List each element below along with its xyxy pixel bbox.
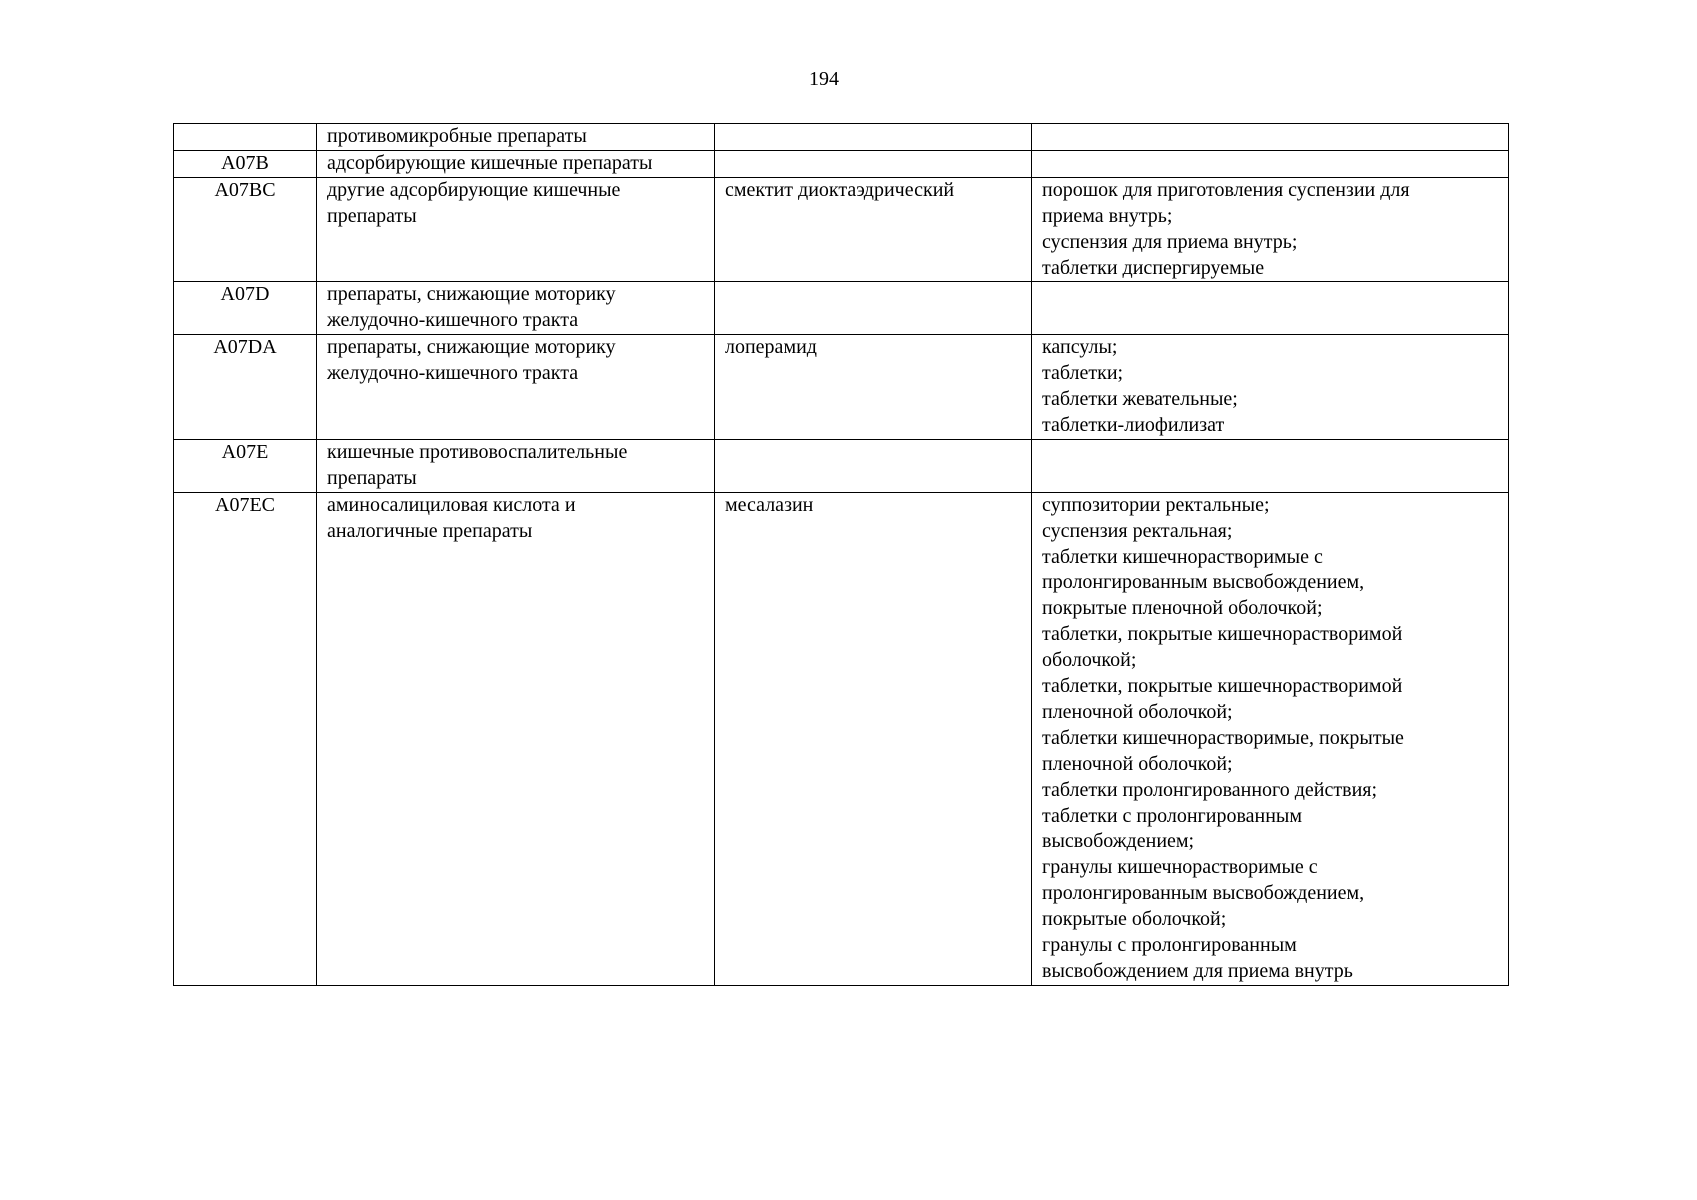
page-number: 194	[809, 68, 839, 90]
dosage-forms-line: капсулы;	[1042, 336, 1118, 359]
dosage-forms-line: порошок для приготовления суспензии для	[1042, 178, 1410, 201]
dosage-forms-line: пленочной оболочкой;	[1042, 700, 1233, 723]
dosage-forms-line: таблетки, покрытые кишечнорастворимой	[1042, 675, 1403, 698]
group-name-line: адсорбирующие кишечные препараты	[327, 151, 653, 174]
group-name-line: препараты	[327, 204, 417, 227]
dosage-forms-line: покрытые пленочной оболочкой;	[1042, 597, 1323, 620]
group-name-cell	[317, 439, 715, 492]
table-row	[174, 335, 1509, 440]
drug-name-cell	[715, 335, 1032, 440]
dosage-forms-line: высвобождением для приема внутрь	[1042, 960, 1353, 982]
dosage-forms-line: суспензия ректальная;	[1042, 519, 1233, 542]
group-name-line: желудочно-кишечного тракта	[327, 362, 579, 385]
dosage-forms-cell	[1032, 150, 1509, 177]
dosage-forms-cell	[1032, 124, 1509, 151]
dosage-forms-line: пленочной оболочкой;	[1042, 752, 1233, 775]
dosage-forms-line: гранулы кишечнорастворимые с	[1042, 856, 1318, 879]
group-name-cell	[317, 150, 715, 177]
dosage-forms-line: таблетки, покрытые кишечнорастворимой	[1042, 623, 1403, 646]
group-name-line: аналогичные препараты	[327, 519, 533, 542]
dosage-forms-cell	[1032, 335, 1509, 440]
group-name-line: желудочно-кишечного тракта	[327, 309, 579, 332]
atc-code-cell	[174, 124, 317, 151]
dosage-forms-line: высвобождением;	[1042, 830, 1195, 853]
atc-code-cell: A07E	[174, 439, 317, 492]
dosage-forms-line: таблетки-лиофилизат	[1042, 413, 1225, 436]
table-body	[174, 124, 1509, 986]
group-name-line: препараты, снижающие моторику	[327, 336, 616, 359]
group-name-cell	[317, 492, 715, 985]
drug-name-line: смектит диоктаэдрический	[725, 178, 955, 201]
dosage-forms-line: таблетки жевательные;	[1042, 388, 1238, 411]
group-name-line: противомикробные препараты	[327, 125, 587, 147]
dosage-forms-cell	[1032, 492, 1509, 985]
dosage-forms-line: таблетки кишечнорастворимые с	[1042, 545, 1323, 568]
drug-name-line: лоперамид	[725, 336, 817, 359]
drug-name-cell	[715, 439, 1032, 492]
dosage-forms-line: таблетки диспергируемые	[1042, 256, 1265, 279]
group-name-cell	[317, 282, 715, 335]
atc-code-cell: A07BC	[174, 177, 317, 282]
dosage-forms-line: оболочкой;	[1042, 649, 1137, 672]
group-name-cell	[317, 124, 715, 151]
table-row	[174, 177, 1509, 282]
drug-name-cell	[715, 492, 1032, 985]
dosage-forms-line: таблетки кишечнорастворимые, покрытые	[1042, 726, 1404, 749]
dosage-forms-line: гранулы с пролонгированным	[1042, 934, 1297, 957]
dosage-forms-cell	[1032, 282, 1509, 335]
table-row	[174, 282, 1509, 335]
atc-code-cell: A07D	[174, 282, 317, 335]
drug-name-line: месалазин	[725, 493, 814, 516]
dosage-forms-cell	[1032, 439, 1509, 492]
table-row	[174, 150, 1509, 177]
dosage-forms-line: суппозитории ректальные;	[1042, 493, 1270, 516]
dosage-forms-line: пролонгированным высвобождением,	[1042, 571, 1365, 594]
drug-name-cell	[715, 177, 1032, 282]
drug-name-cell	[715, 282, 1032, 335]
group-name-cell	[317, 177, 715, 282]
group-name-line: препараты, снижающие моторику	[327, 283, 616, 306]
table-row	[174, 124, 1509, 151]
atc-code-cell: A07EC	[174, 492, 317, 985]
group-name-line: кишечные противовоспалительные	[327, 440, 628, 463]
group-name-line: препараты	[327, 466, 417, 489]
group-name-line: другие адсорбирующие кишечные	[327, 178, 621, 201]
dosage-forms-line: таблетки пролонгированного действия;	[1042, 778, 1378, 801]
atc-code-cell: A07DA	[174, 335, 317, 440]
dosage-forms-cell	[1032, 177, 1509, 282]
drug-name-cell	[715, 150, 1032, 177]
dosage-forms-line: покрытые оболочкой;	[1042, 908, 1227, 931]
group-name-line: аминосалициловая кислота и	[327, 493, 576, 516]
dosage-forms-line: пролонгированным высвобождением,	[1042, 882, 1365, 905]
drug-name-cell	[715, 124, 1032, 151]
dosage-forms-line: таблетки с пролонгированным	[1042, 804, 1303, 827]
atc-code-cell: A07B	[174, 150, 317, 177]
table-row	[174, 492, 1509, 985]
group-name-cell	[317, 335, 715, 440]
drug-classification-table	[173, 123, 1509, 986]
dosage-forms-line: суспензия для приема внутрь;	[1042, 230, 1298, 253]
table-row	[174, 439, 1509, 492]
dosage-forms-line: приема внутрь;	[1042, 204, 1173, 227]
dosage-forms-line: таблетки;	[1042, 362, 1124, 385]
